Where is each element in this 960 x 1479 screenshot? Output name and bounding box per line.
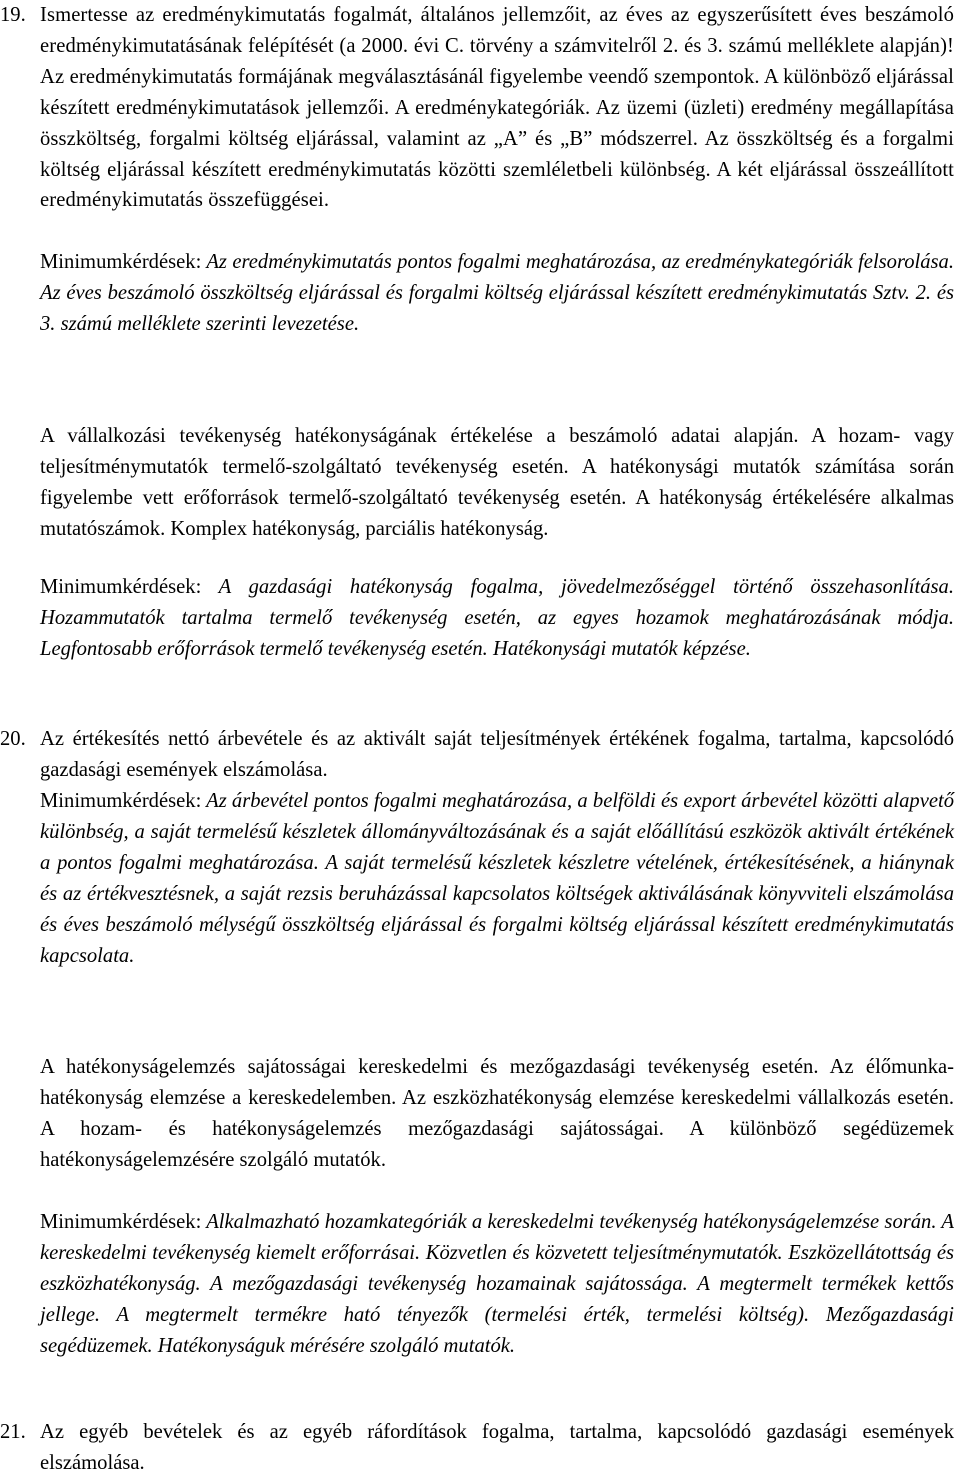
- item-19-minimum-1: [40, 247, 954, 340]
- paragraph: [40, 572, 954, 665]
- item-19-minimum-2: [40, 572, 954, 665]
- minimum-label: Minimumkérdések:: [40, 251, 202, 273]
- paragraph: Az értékesítés nettó árbevétele és az aktivált saját teljesítmények értékének fogalma, tartalma, kapcsolódó gazdasági események elszámolása.: [40, 728, 954, 781]
- paragraph: [40, 247, 954, 340]
- minimum-text: Az árbevétel pontos fogalmi meghatározása, a belföldi és export árbevétel közötti alapvető különbség, a saját termelésű készletek állományváltozásának és a saját előállítású eszközök aktivált értékének a pontos fogalmi meghatározása. A saját termelésű készletek készletre vételének, értékesítésének, a hiánynak és az értékvesztésnek, a saját rezsis beruházással kapcsolatos költségek aktiválásának könyvviteli elszámolása és éves beszámoló mélységű összköltség eljárással és forgalmi költség eljárással készített eredménykimutatás kapcsolata.: [40, 790, 954, 967]
- minimum-label: Minimumkérdések:: [40, 1211, 202, 1233]
- item-20-minimum-2: [40, 1207, 954, 1362]
- paragraph: Ismertesse az eredménykimutatás fogalmát, általános jellemzőit, az éves az egyszerűsített éves beszámoló eredménykimutatásának felépítését (a 2000. évi C. törvény a számvitelről 2. és 3. számú melléklete alapján)! Az eredménykimutatás formájának megválasztásánál figyelembe veendő szempontok. A különböző eljárással készített eredménykimutatások jellemzői. A eredménykategóriák. Az üzemi (üzleti) eredmény megállapítása összköltség, forgalmi költség eljárással, valamint az „A” és „B” módszerrel. Az összköltség és a forgalmi költség eljárással készített eredménykimutatás közötti szemléletbeli különbség. A két eljárással összeállított eredménykimutatás összefüggései.: [40, 4, 954, 212]
- paragraph: Az egyéb bevételek és az egyéb ráfordítások fogalma, tartalma, kapcsolódó gazdasági események elszámolása.: [40, 1421, 954, 1474]
- item-20-intro: [40, 724, 954, 786]
- minimum-text: Az eredménykimutatás pontos fogalmi meghatározása, az eredménykategóriák felsorolása. Az éves beszámoló összköltség eljárással és forgalmi költség eljárással készített eredménykimutatás Sztv. 2. és 3. számú melléklete szerinti levezetése.: [40, 251, 954, 335]
- item-number: 19.: [0, 4, 26, 26]
- minimum-label: Minimumkérdések:: [40, 576, 202, 598]
- item-number: 20.: [0, 728, 26, 750]
- item-19-efficiency: [40, 421, 954, 545]
- item-21-intro: [40, 1417, 954, 1479]
- paragraph: [40, 1207, 954, 1362]
- paragraph: [40, 786, 954, 971]
- minimum-label: Minimumkérdések:: [40, 790, 202, 812]
- minimum-text: Alkalmazható hozamkategóriák a kereskedelmi tevékenység hatékonyságelemzése során. A kereskedelmi tevékenység kiemelt erőforrásai. Közvetlen és közvetett teljesítménymutatók. Eszközellátottság és eszközhatékonyság. A mezőgazdasági tevékenység hozamainak sajátossága. A megtermelt termékek kettős jellege. A megtermelt termékre ható tényezők (termelési érték, termelési költség). Mezőgazdasági segédüzemek. Hatékonyságuk mérésére szolgáló mutatók.: [40, 1211, 954, 1357]
- item-20-minimum-1: [40, 786, 954, 971]
- item-19-intro: [40, 0, 954, 216]
- item-number: 21.: [0, 1421, 26, 1443]
- item-20-analysis: [40, 1052, 954, 1176]
- paragraph: A vállalkozási tevékenység hatékonyságának értékelése a beszámoló adatai alapján. A hozam- vagy teljesítménymutatók termelő-szolgáltató tevékenység esetén. A hatékonysági mutatók számítása során figyelembe vett erőforrások termelő-szolgáltató tevékenység esetén. A hatékonyság értékelésére alkalmas mutatószámok. Komplex hatékonyság, parciális hatékonyság.: [40, 425, 954, 540]
- paragraph: A hatékonyságelemzés sajátosságai kereskedelmi és mezőgazdasági tevékenység esetén. Az élőmunka-hatékonyság elemzése a kereskedelemben. Az eszközhatékonyság elemzése kereskedelmi vállalkozás esetén. A hozam- és hatékonyságelemzés mezőgazdasági sajátosságai. A különböző segédüzemek hatékonyságelemzésére szolgáló mutatók.: [40, 1056, 954, 1171]
- minimum-text: A gazdasági hatékonyság fogalma, jövedelmezőséggel történő összehasonlítása. Hozammutatók tartalma termelő tevékenység esetén, az egyes hozamok meghatározásának módja. Legfontosabb erőforrások termelő tevékenység esetén. Hatékonysági mutatók képzése.: [40, 576, 954, 660]
